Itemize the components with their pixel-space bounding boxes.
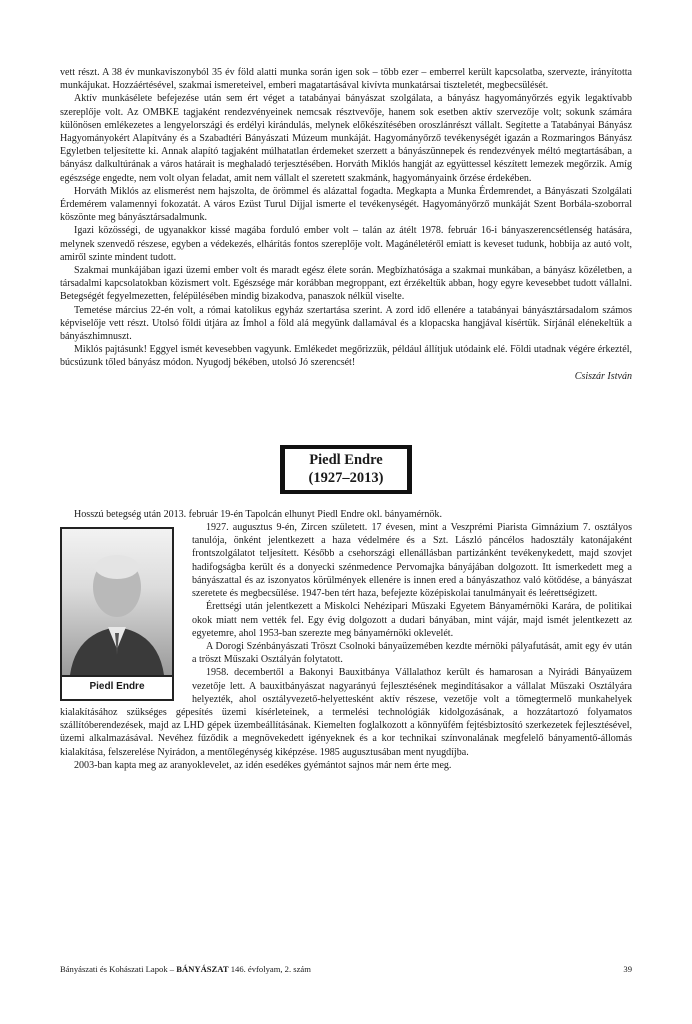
portrait-figure — [60, 527, 178, 701]
body-paragraph: Hosszú betegség után 2013. február 19-én Tapolcán elhunyt Piedl Endre okl. bányamérnök. — [74, 508, 442, 520]
obituary-title-years: (1927–2013) — [308, 469, 384, 486]
body-paragraph: 1927. augusztus 9-én, Zircen született. 17 évesen, mint a Veszprémi Piarista Gimnázium 7. osztályos tanulója, önként jelentkezett a haza védelmére és a Szt. László páncélos hadosztály katonájaként frontszolgálatot teljesített. Később a csehországi ellenállásban partizánként tevékenykedett, majd szovjet hadifogságba került és a donyecki szénmedence Pervomajka bányájában dolgozott. Itt ismerkedett meg a bányászattal és az iszonyatos körülmények ellenére is innen ered a bányászathoz való kötődése, a bányászat szeretete és megbecsülése. 1947-ben tért haza, befejezte középiskolai tanulmányait és leérettségizett. — [192, 522, 632, 600]
obituary-horvath-miklos — [60, 66, 632, 383]
obituary-title-box — [280, 445, 412, 494]
body-paragraph: Horváth Miklós az elismerést nem hajszolta, de örömmel és alázattal fogadta. Megkapta a Munka Érdemrendet, a Bányászati Szolgálati Érdemérem valamennyi fokozatát. A város Ezüst Turul Díjjal ismerte el tevékenységét. Hagyományőrző munkáját Szent Borbála-szoborral köszönte meg bányásztársadalmunk. — [60, 185, 632, 224]
journal-name-bold: BÁNYÁSZAT — [176, 964, 229, 974]
portrait-silhouette-icon — [62, 529, 172, 675]
body-paragraph: A Dorogi Szénbányászati Tröszt Csolnoki bányaüzemében kezdte mérnöki pályafutását, amit egy év után a tröszt Műszaki Osztályán folytatott. — [192, 640, 632, 666]
body-paragraph: Igazi közösségi, de ugyanakkor kissé magába forduló ember volt – talán az átélt 1978. február 16-i bányaszerencsétlenség hatására, melynek szenvedő részese, egyben a védekezés, elhárítás fontos szereplője volt. Magánéletéről emiatt is keveset tudunk, hobbija az autó volt, amiről szinte mindent tudott. — [60, 225, 632, 263]
author-signature: Csiszár István — [574, 370, 632, 382]
body-paragraph: 2003-ban kapta meg az aranyoklevelet, az idén esedékes gyémántot sajnos már nem érte meg. — [74, 759, 452, 771]
body-paragraph: Szakmai munkájában igazi üzemi ember volt és maradt egész élete során. Megbízhatósága a szakmai munkában, a bányász közéletben, a társadalmi kapcsolatokban közismert volt. Egészsége már korábban megroppant, ezt érzékeltük abban, hogy egyre kevesebbet tudott vállalni. Betegségét fegyelmezetten, felépülésében mindig bizakodva, panaszok nélkül viselte. — [60, 265, 632, 303]
portrait-caption: Piedl Endre — [60, 677, 174, 701]
body-paragraph: vett részt. A 38 év munkaviszonyból 35 év föld alatti munka során igen sok – több ezer – emberrel került kapcsolatba, szervezte, irányította munkájukat. Hozzáértésével, szakmai ismereteivel, emberi magatartásával kivívta munkatársai tiszteletét, megbecsülését. — [60, 67, 632, 92]
page-footer — [60, 964, 632, 974]
body-paragraph: 1958. decembertől a Bakonyi Bauxitbánya Vállalathoz került és hamarosan a Nyirádi Bányaüzem vezetője lett. A bauxitbányászat nagyarányú fejlesztésének megindításakor a vállalat Műszaki Osztályára helyezték, ahol osztályvezető-helyettesként aktív részese, vezetője volt a tömegtermelő munkahelyek kialakításához szükséges gépesítés üzemi kísérleteinek, a termelési technológiák kidolgozásának, a hozzátartozó folyamatos szállítóberendezések, majd az LHD gépek üzembeállításának. Kiemelten foglalkozott a könnyűfém fejtésbiztosító szerkezetek fejlesztésével, üzemi alkalmazásával. Nevéhez fűződik a megnövekedett igényeknek és a kor technikai színvonalának megfelelő bányamentő-állomás kialakítása, felszerelése Nyirádon, a mentőlegénység kiképzése. 1985 augusztusában ment nyugdíjba. — [60, 667, 632, 758]
portrait-photo — [60, 527, 174, 677]
body-paragraph: Érettségi után jelentkezett a Miskolci Nehézipari Műszaki Egyetem Bányamérnöki Karára, de politikai okok miatt nem vették fel. Egy évig dolgozott a dudari bányában, mint vájár, majd ismét jelentkezett az egyetemre, ahol 1953-ban szerezte meg bányamérnöki oklevelét. — [192, 601, 632, 639]
page-content — [60, 66, 632, 772]
body-paragraph: Temetése március 22-én volt, a római katolikus egyház szertartása szerint. A zord idő ellenére a tatabányai bányásztársadalom számos képviselője vett részt. Utolsó földi útjára az Ímhol a föld alá megyünk dallamával és a klopacska hangjával kísértük. Sírjánál elénekeltük a bányászhimnuszt. — [60, 304, 632, 343]
journal-reference: Bányászati és Kohászati Lapok – BÁNYÁSZAT 146. évfolyam, 2. szám — [60, 964, 311, 974]
obituary-title-name: Piedl Endre — [309, 451, 383, 468]
page-number: 39 — [623, 964, 632, 974]
body-paragraph: Aktív munkásélete befejezése után sem ért véget a tatabányai bányászat szolgálata, a bányász hagyományőrzés egyik legaktívabb szereplője volt. Az OMBKE tagjaként rendezvényeinek nemcsak résztvevője, hanem sok esetben aktív szervezője volt; sokunk számára különösen emlékezetes a lengyelországi és erdélyi kirándulás, melynek előkészítésében oroszlánrészt vállalt. Segítette a Tatabányai Bányász Hagyományokért Alapítvány és a Szabadtéri Bányászati Múzeum munkáját. Hagyományőrző tevékenységét igazán a Rozmaringos Bányász Egyletben teljesítette ki. Annak alapító tagjaként múlhatatlan érdemeket szerzett a bányászünnepek és rendezvények méltó megtartásában, a bányász dalkultúrának a város határait is meghaladó terjesztésében. Horváth Miklós hangját az együttessel készített lemezek megőrzik. Amíg egészsége engedte, nem volt olyan feladat, amit nem vállalt el szeretett szakmánk, hagyományaink őrzése érdekében. — [60, 93, 632, 184]
obituary-piedl-endre — [60, 508, 632, 772]
body-paragraph: Miklós pajtásunk! Eggyel ismét kevesebben vagyunk. Emlékedet megőrizzük, például állítjuk utódaink elé. Földi utadnak végére érkeztél, búcsúzunk tőled bányász módon. Nyugodj békében, utolsó Jó szerencsét! — [60, 344, 632, 369]
